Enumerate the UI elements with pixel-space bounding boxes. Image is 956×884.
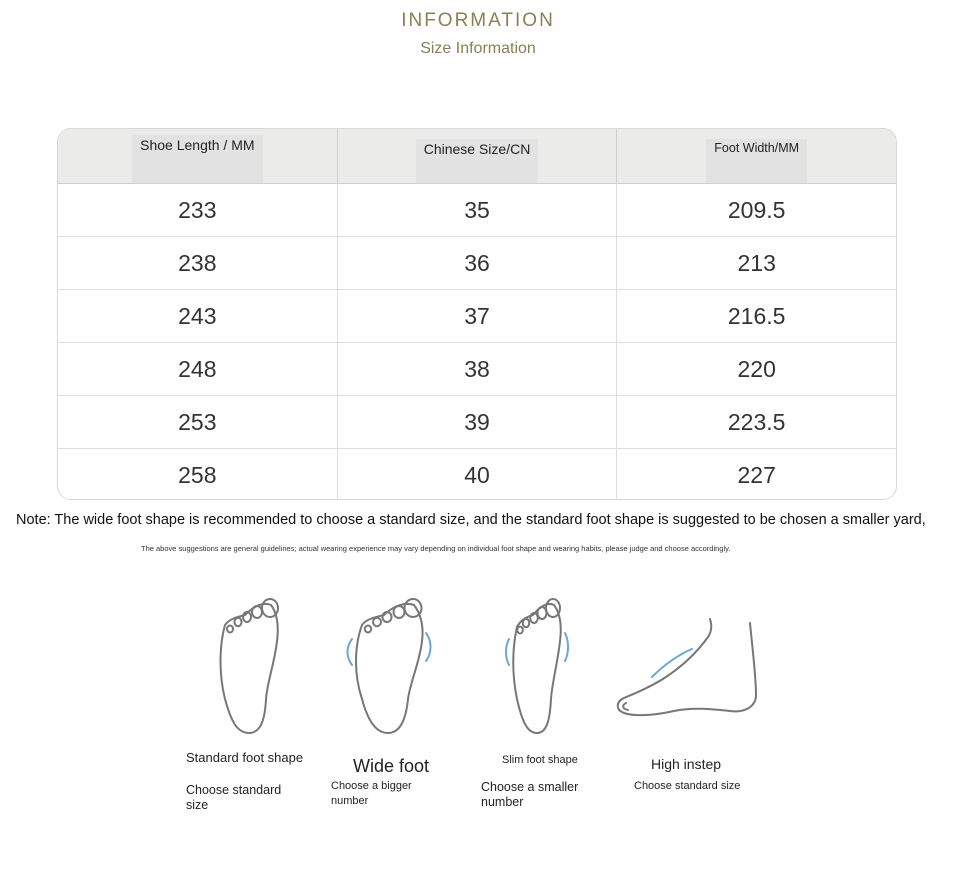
disclaimer-text: The above suggestions are general guidelines; actual wearing experience may vary depending on individual foot shape and wearing habits, please judge and choose accordingly. (141, 544, 731, 553)
cell-chinese-size: 37 (338, 290, 618, 342)
column-header-shoe-length: Shoe Length / MM (58, 129, 338, 183)
cell-chinese-size: 35 (338, 184, 618, 236)
foot-type-advice: Choose a bigger number (331, 780, 412, 807)
cell-chinese-size: 40 (338, 449, 618, 500)
cell-shoe-length: 253 (58, 396, 338, 448)
table-row (58, 396, 896, 449)
cell-shoe-length: 243 (58, 290, 338, 342)
foot-type-label: Slim foot shape (502, 754, 578, 766)
foot-type-advice: Choose standard size (634, 780, 741, 792)
cell-chinese-size: 39 (338, 396, 618, 448)
cell-foot-width: 209.5 (727, 196, 786, 223)
cell-foot-width: 216.5 (727, 302, 786, 329)
column-header-chinese-size: Chinese Size/CN (338, 129, 618, 183)
table-row (58, 237, 896, 290)
standard-foot-icon (205, 595, 295, 740)
column-header-foot-width: Foot Width/MM (617, 129, 896, 183)
foot-type-label: Standard foot shape (186, 750, 304, 765)
cell-foot-width: 227 (737, 462, 776, 488)
high-instep-icon (612, 615, 767, 720)
table-row (58, 343, 896, 396)
foot-type-advice: Choose standard size (186, 783, 282, 812)
cell-foot-width: 213 (737, 249, 776, 276)
foot-type-label: High instep (651, 756, 722, 772)
size-table (57, 128, 897, 500)
table-header-row (58, 129, 896, 184)
page-title: INFORMATION (401, 10, 555, 31)
cell-shoe-length: 238 (58, 237, 338, 289)
sizing-note: Note: The wide foot shape is recommended to choose a standard size, and the standard foot shape is suggested to be chosen a smaller yard, (16, 512, 926, 528)
cell-chinese-size: 38 (338, 343, 618, 395)
page-subtitle: Size Information (420, 40, 536, 57)
wide-foot-icon (340, 595, 440, 740)
slim-foot-icon (495, 595, 580, 740)
foot-type-label: Wide foot (353, 756, 430, 776)
cell-shoe-length: 248 (58, 343, 338, 395)
cell-chinese-size: 36 (338, 237, 618, 289)
cell-foot-width: 223.5 (727, 408, 786, 435)
table-row (58, 449, 896, 500)
table-row (58, 184, 896, 237)
cell-shoe-length: 258 (58, 449, 338, 500)
foot-type-advice: Choose a smaller number (481, 780, 579, 809)
table-row (58, 290, 896, 343)
cell-shoe-length: 233 (58, 184, 338, 236)
cell-foot-width: 220 (737, 355, 776, 382)
